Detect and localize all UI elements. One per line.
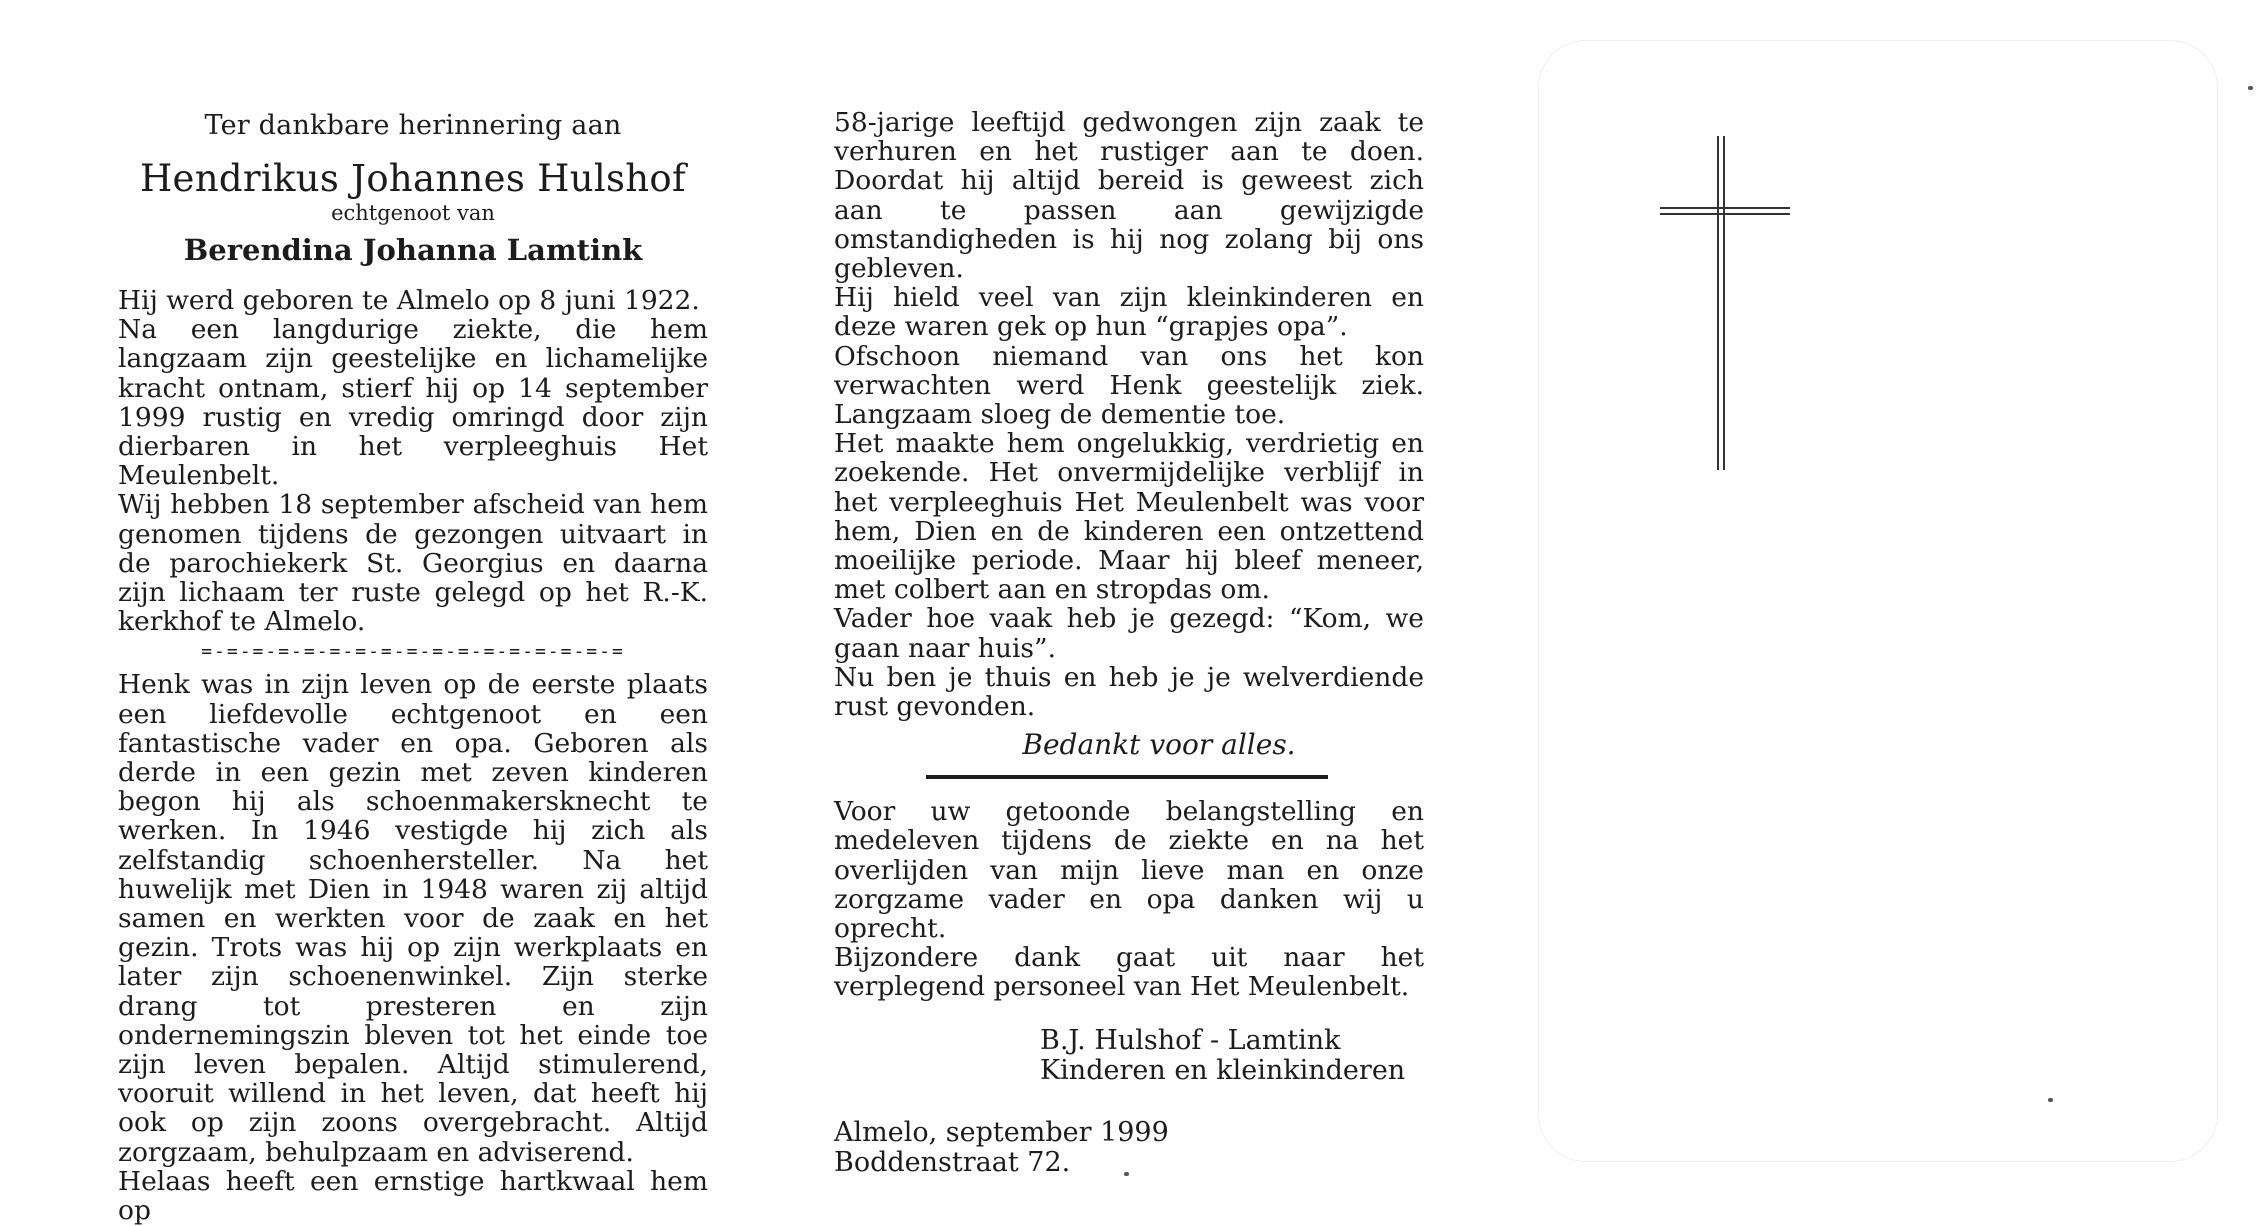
paragraph: Helaas heeft een ernstige hartkwaal hem op [118, 1165, 708, 1226]
place-date-block [834, 1118, 1424, 1178]
intro-text [118, 286, 708, 636]
paragraph: Na een langdurige ziekte, die hem langzaam zijn geestelijke en lichamelijke kracht ontnam, stierf hij op 14 september 1999 rustig en vredig omringd door zijn dierbaren in het verpleeghuis Het Meulenbelt. [118, 314, 708, 492]
paragraph: Henk was in zijn leven op de eerste plaats een liefdevolle echtgenoot en een fantastische vader en opa. Geboren als derde in een gezin met zeven kinderen begon hij als schoenmakersknecht te werken. In 1946 vestigde hij zich als zelfstandig schoenhersteller. Na het huwelijk met Dien in 1948 waren zij altijd samen en werkten voor de zaak en het gezin. Trots was hij op zijn werkplaats en later zijn schoenenwinkel. Zijn sterke drang tot presteren en zijn ondernemingszin bleven tot het einde toe zijn leven bepalen. Altijd stimulerend, vooruit willend in het leven, dat heeft hij ook op zijn zoons overgebracht. Altijd zorgzaam, behulpzaam en adviserend. [118, 669, 708, 1168]
column-middle [834, 108, 1424, 1178]
divider: =-=-=-=-=-=-=-=-=-=-=-=-=-=-=-=-= [201, 641, 625, 663]
paragraph: Wij hebben 18 september afscheid van hem genomen tijdens de gezongen uitvaart in de parochiekerk St. Georgius en daarna zijn lichaam ter ruste gelegd op het R.-K. kerkhof te Almelo. [118, 489, 708, 638]
horizontal-rule [926, 775, 1328, 779]
paragraph: Hij werd geboren te Almelo op 8 juni 1922. [118, 285, 700, 316]
continued-text [834, 108, 1424, 721]
spouse-label: echtgenoot van [331, 201, 495, 225]
paragraph: Hij hield veel van zijn kleinkinderen en deze waren gek op hun “grapjes opa”. [834, 282, 1424, 343]
signature-block [834, 1026, 1424, 1086]
dust-mark [1124, 1172, 1129, 1176]
paragraph: Ofschoon niemand van ons het kon verwachten werd Henk geestelijk ziek. Langzaam sloeg de dementie toe. [834, 340, 1424, 431]
paragraph: Nu ben je thuis en heb je je welverdiende rust gevonden. [834, 661, 1424, 723]
spouse-name: Berendina Johanna Lamtink [183, 233, 643, 267]
signature-line: B.J. Hulshof - Lamtink [1040, 1024, 1341, 1056]
header-text: Ter dankbare herinnering aan [204, 110, 622, 141]
signature-line: Kinderen en kleinkinderen [1040, 1054, 1406, 1086]
life-story-text [118, 670, 708, 1225]
acknowledgement-text [834, 797, 1424, 1001]
paragraph: 58-jarige leeftijd gedwongen zijn zaak te verhuren en het rustiger aan te doen. Doordat hij altijd bereid is geweest zich aan te passen aan gewijzigde omstandigheden is hij nog zolang bij ons gebleven. [834, 107, 1424, 285]
paragraph: Bijzondere dank gaat uit naar het verplegend personeel van Het Meulenbelt. [834, 942, 1424, 1003]
cross-panel [1538, 40, 2218, 1162]
place-date: Almelo, september 1999 [834, 1116, 1169, 1148]
deceased-name: Hendrikus Johannes Hulshof [139, 157, 687, 200]
address: Boddenstraat 72. [834, 1146, 1071, 1178]
paragraph: Vader hoe vaak heb je gezegd: “Kom, we gaan naar huis”. [834, 603, 1424, 664]
closing-thanks: Bedankt voor alles. [1022, 728, 1296, 762]
paragraph: Voor uw getoonde belangstelling en medeleven tijdens de ziekte en na het overlijden van mijn lieve man en onze zorgzame vader en opa danken wij u oprecht. [834, 796, 1424, 945]
dust-mark [2048, 1098, 2053, 1102]
cross-icon [1658, 134, 1792, 474]
column-left [118, 108, 708, 1225]
dust-mark [2248, 86, 2253, 90]
paragraph: Het maakte hem ongelukkig, verdrietig en zoekende. Het onvermijdelijke verblijf in het verpleeghuis Het Meulenbelt was voor hem, Dien en de kinderen een ontzettend moeilijke periode. Maar hij bleef meneer, met colbert aan en stropdas om. [834, 428, 1424, 606]
